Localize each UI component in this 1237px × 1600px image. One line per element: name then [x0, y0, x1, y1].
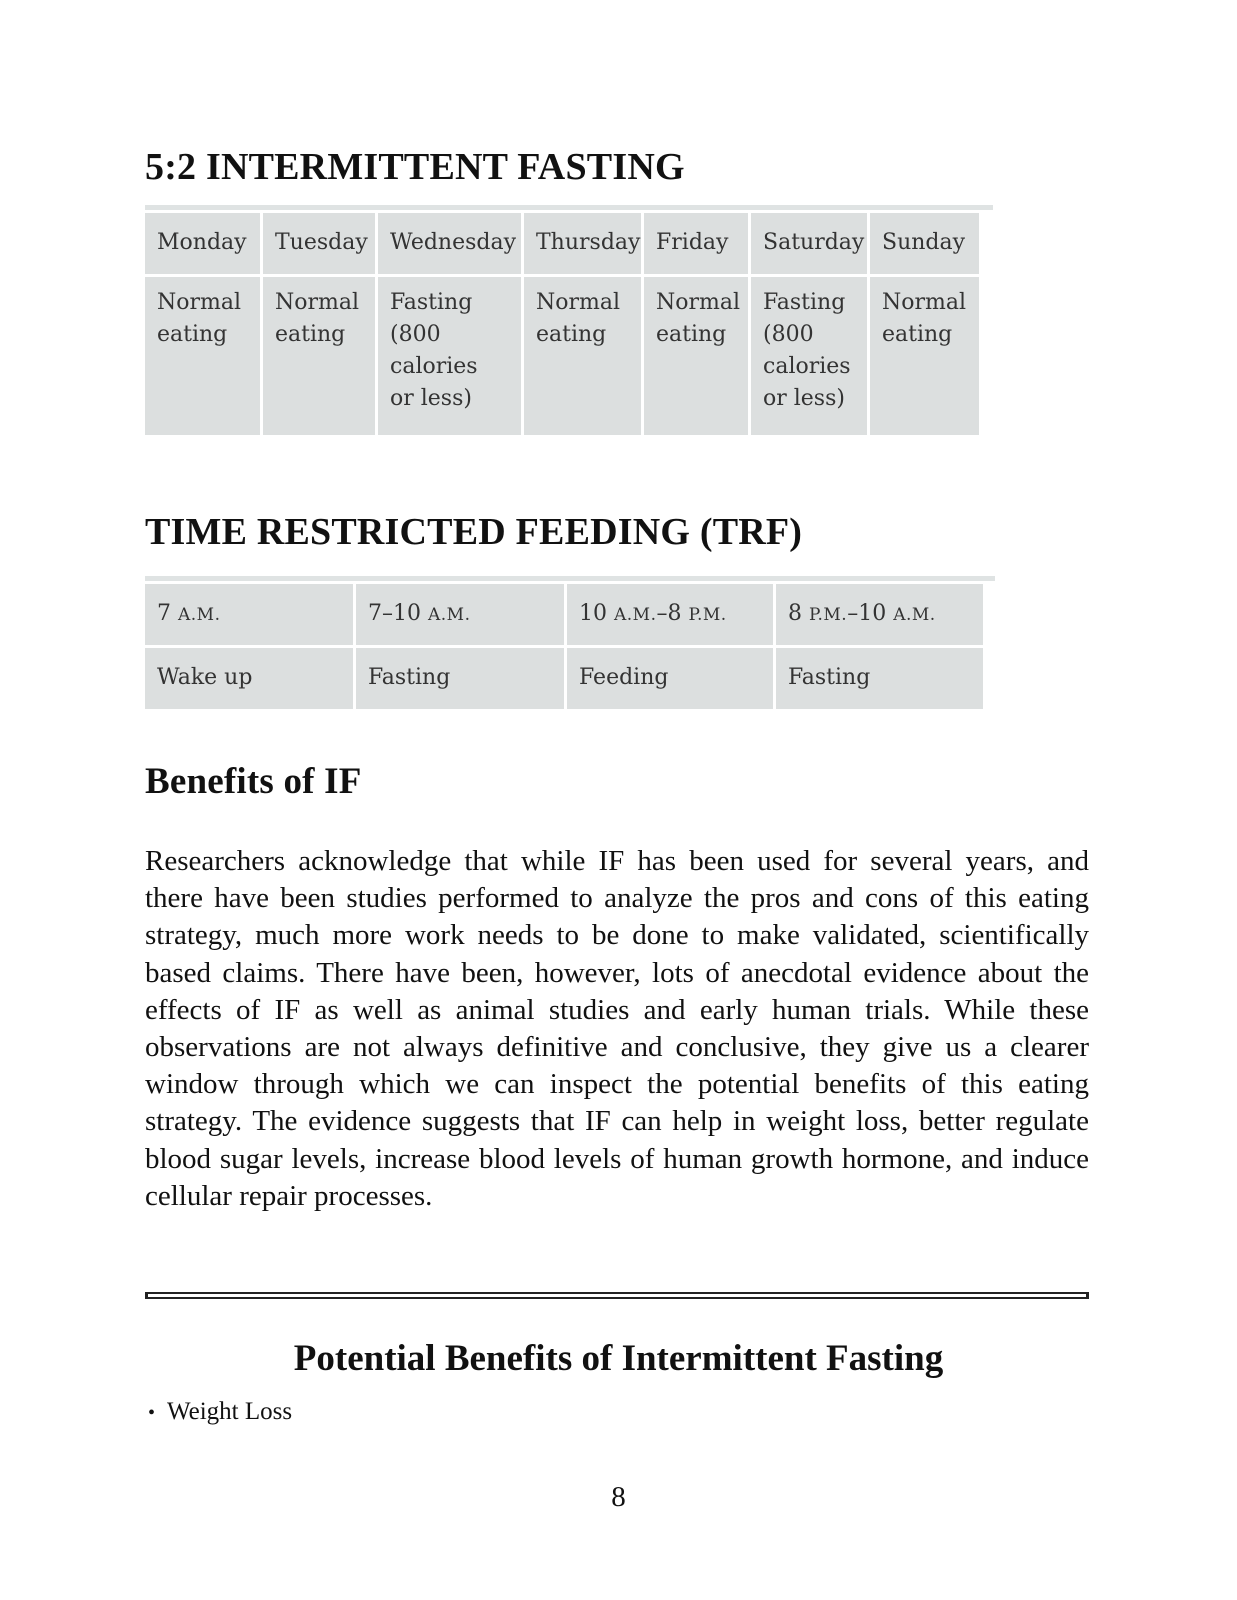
time-period: A.M. [893, 605, 936, 625]
time-number: 8 [788, 601, 809, 626]
time-cell [776, 584, 983, 645]
day-cell: Monday [145, 213, 260, 274]
activity-cell: Fasting [356, 648, 564, 709]
plan-cell [145, 277, 260, 435]
plan-line: Normal [882, 290, 967, 315]
time-number: 10 [579, 601, 614, 626]
plan-line: eating [157, 322, 228, 347]
plan-line: Fasting [390, 290, 473, 315]
page-number: 8 [611, 1481, 626, 1513]
activity-cell: Fasting [776, 648, 983, 709]
plan-cell [644, 277, 748, 435]
plan-line: (800 [763, 322, 814, 347]
time-number: –8 [656, 601, 689, 626]
day-cell: Sunday [870, 213, 979, 274]
time-period: A.M. [178, 605, 221, 625]
day-cell: Thursday [524, 213, 641, 274]
time-cell [145, 584, 353, 645]
table-header-row [145, 581, 995, 645]
time-period: P.M. [809, 605, 848, 625]
plan-line: eating [275, 322, 346, 347]
day-cell: Wednesday [378, 213, 521, 274]
plan-line: Fasting [763, 290, 846, 315]
plan-line: calories [763, 354, 851, 379]
time-cell [356, 584, 564, 645]
plan-line: calories [390, 354, 478, 379]
section-title-trf: TIME RESTRICTED FEEDING (TRF) [145, 511, 803, 553]
table-trf-schedule [145, 576, 995, 709]
time-number: –10 [847, 601, 894, 626]
activity-cell: Wake up [145, 648, 353, 709]
plan-line: eating [656, 322, 727, 347]
time-period: P.M. [688, 605, 727, 625]
plan-cell [751, 277, 867, 435]
section-title-52-fasting: 5:2 INTERMITTENT FASTING [145, 146, 685, 188]
plan-line: eating [536, 322, 607, 347]
table-row [145, 645, 995, 709]
plan-line: Normal [275, 290, 360, 315]
table-header-row [145, 210, 993, 274]
plan-line: Normal [656, 290, 741, 315]
list-item: • Weight Loss [148, 1398, 292, 1426]
day-cell: Tuesday [263, 213, 375, 274]
day-cell: Saturday [751, 213, 867, 274]
plan-line: Normal [157, 290, 242, 315]
section-title-potential-benefits: Potential Benefits of Intermittent Fasting [293, 1338, 944, 1379]
activity-cell: Feeding [567, 648, 773, 709]
time-number: 7 [157, 601, 178, 626]
plan-line: (800 [390, 322, 441, 347]
section-title-benefits: Benefits of IF [145, 761, 362, 802]
section-divider [145, 1292, 1089, 1299]
day-cell: Friday [644, 213, 748, 274]
benefits-paragraph: Researchers acknowledge that while IF has been used for several years, and there have been studies performed to analyze the pros and cons of this eating strategy, much more work needs to be done to make validated, scientifically based claims. There have been, however, lots of anecdotal evidence about the effects of IF as well as animal studies and early human trials. While these observations are not always definitive and conclusive, they give us a clearer window through which we can inspect the potential benefits of this eating strategy. The evidence suggests that IF can help in weight loss, better regulate blood sugar levels, increase blood levels of human growth hormone, and induce cellular repair processes. [145, 845, 1089, 1212]
time-number: 7–10 [368, 601, 428, 626]
plan-line: or less) [390, 386, 472, 411]
time-period: A.M. [427, 605, 471, 625]
time-period: A.M. [614, 605, 657, 625]
plan-line: or less) [763, 386, 845, 411]
plan-cell [524, 277, 641, 435]
plan-line: eating [882, 322, 953, 347]
table-row [145, 274, 993, 435]
plan-cell [378, 277, 521, 435]
plan-cell [263, 277, 375, 435]
table-52-schedule [145, 205, 993, 435]
time-cell [567, 584, 773, 645]
plan-line: Normal [536, 290, 621, 315]
benefits-list [148, 1398, 292, 1426]
plan-cell [870, 277, 979, 435]
